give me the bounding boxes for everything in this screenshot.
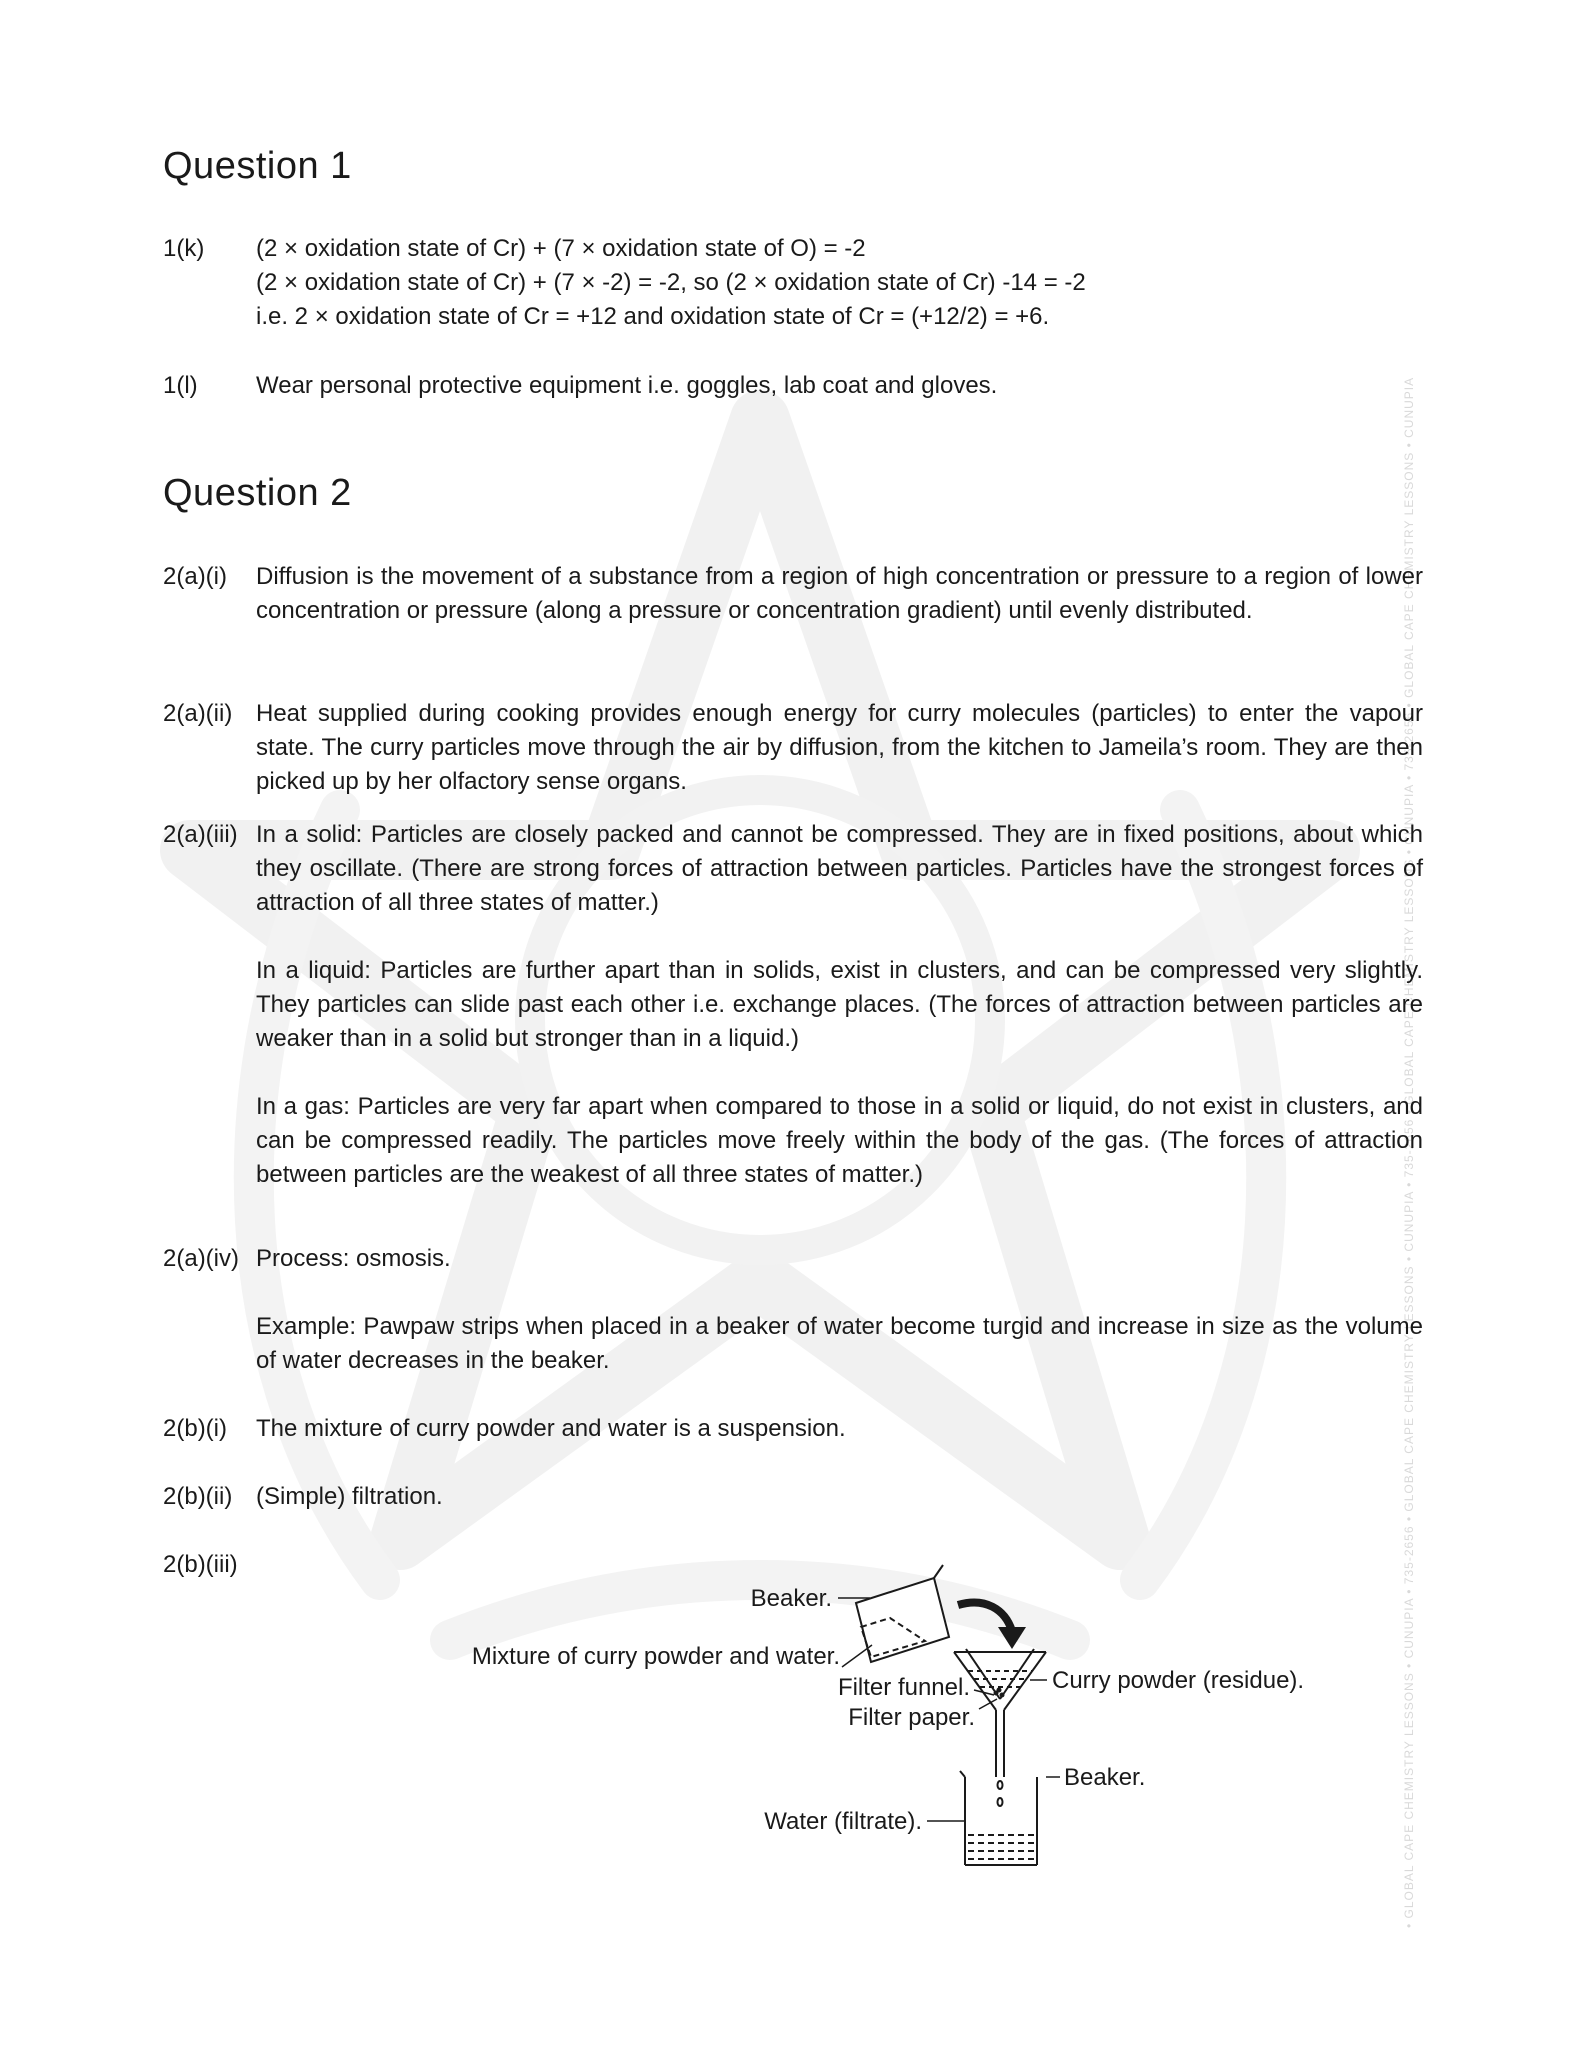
answer-2aiii-solid: In a solid: Particles are closely packed and cannot be compressed. They are in fixed positions, about which they oscillate. (There are strong forces of attraction between particles. Particles have the strongest forces of attraction of all three states of matter.) <box>256 821 1423 916</box>
answer-1k-line-1: (2 × oxidation state of Cr) + (7 × oxidation state of O) = -2 <box>256 235 866 262</box>
pour-arrow-icon <box>958 1603 1012 1631</box>
answer-2aiii-label: 2(a)(iii) <box>163 821 238 848</box>
answer-2ai-text: Diffusion is the movement of a substance from a region of high concentration or pressure to a region of lower concentration or pressure (along a pressure or concentration gradient) until evenly distributed. <box>256 563 1423 624</box>
answer-2aiv-process: Process: osmosis. <box>256 1245 451 1272</box>
answer-2bi-text: The mixture of curry powder and water is a suspension. <box>256 1415 846 1442</box>
answer-1k-line-2: (2 × oxidation state of Cr) + (7 × -2) = -2, so (2 × oxidation state of Cr) -14 = -2 <box>256 269 1086 296</box>
answer-2aiii-gas: In a gas: Particles are very far apart when compared to those in a solid or liquid, do not exist in clusters, and can be compressed readily. The particles move freely within the body of the gas. (The forces of attraction between particles are the weakest of all three states of matter.) <box>256 1093 1423 1188</box>
label-mixture: Mixture of curry powder and water. <box>471 1643 840 1670</box>
label-beaker-top: Beaker. <box>750 1585 832 1612</box>
answer-2bii-label: 2(b)(ii) <box>163 1483 233 1510</box>
answer-2aiv-label: 2(a)(iv) <box>163 1245 239 1272</box>
answer-2ai-label: 2(a)(i) <box>163 563 227 590</box>
answer-1l-label: 1(l) <box>163 372 198 399</box>
pour-arrowhead-icon <box>998 1627 1026 1649</box>
answer-2aii-label: 2(a)(ii) <box>163 700 233 727</box>
answer-1l <box>163 369 1423 403</box>
filtrate-drops <box>998 1781 1003 1806</box>
answer-1k-line-3: i.e. 2 × oxidation state of Cr = +12 and oxidation state of Cr = (+12/2) = +6. <box>256 303 1050 330</box>
label-filter-funnel: Filter funnel. <box>837 1674 970 1701</box>
answer-1k-label: 1(k) <box>163 235 205 262</box>
answer-2bii <box>163 1480 1423 1514</box>
filtration-diagram <box>400 1545 1360 1885</box>
answer-1l-text: Wear personal protective equipment i.e. goggles, lab coat and gloves. <box>256 372 998 399</box>
question-1-heading: Question 1 <box>163 145 352 187</box>
label-filter-paper: Filter paper. <box>848 1704 975 1731</box>
answer-2bi <box>163 1412 1423 1446</box>
answer-2aiv-example: Example: Pawpaw strips when placed in a beaker of water become turgid and increase in size as the volume of water decreases in the beaker. <box>256 1313 1423 1374</box>
label-residue: Curry powder (residue). <box>1052 1667 1305 1694</box>
label-beaker-bottom: Beaker. <box>1064 1764 1146 1791</box>
label-filtrate: Water (filtrate). <box>764 1808 922 1835</box>
answer-2bii-text: (Simple) filtration. <box>256 1483 443 1510</box>
answer-2aiii-liquid: In a liquid: Particles are further apart than in solids, exist in clusters, and can be compressed very slightly. They particles can slide past each other i.e. exchange places. (The forces of attraction between particles are weaker than in a solid but stronger than in a liquid.) <box>256 957 1423 1052</box>
filtration-diagram-svg <box>400 1545 1360 1885</box>
answer-2bi-label: 2(b)(i) <box>163 1415 227 1442</box>
answer-2aii <box>163 697 1423 799</box>
question-2-heading: Question 2 <box>163 472 352 514</box>
answer-2aii-text: Heat supplied during cooking provides enough energy for curry molecules (particles) to enter the vapour state. The curry particles move through the air by diffusion, from the kitchen to Jameila’s room. They are then picked up by her olfactory sense organs. <box>256 700 1423 795</box>
side-watermark-text: • GLOBAL CAPE CHEMISTRY LESSONS • CUNUPIA • 735-2656 • GLOBAL CAPE CHEMISTRY LESSONS • CUNUPIA • 735-2656 • GLOBAL CAPE CHEMISTRY LESSONS • CUNUPIA • 735-2656 • GLOBAL CAPE CHEMISTRY LESSONS • CUNUPIA <box>1402 376 1416 1928</box>
answer-2ai <box>163 560 1423 628</box>
answer-1k <box>163 232 1423 334</box>
answer-2aiii <box>163 818 1423 1192</box>
answer-2aiv <box>163 1242 1423 1378</box>
answer-2biii-label: 2(b)(iii) <box>163 1551 238 1578</box>
filtrate-liquid <box>968 1835 1034 1859</box>
